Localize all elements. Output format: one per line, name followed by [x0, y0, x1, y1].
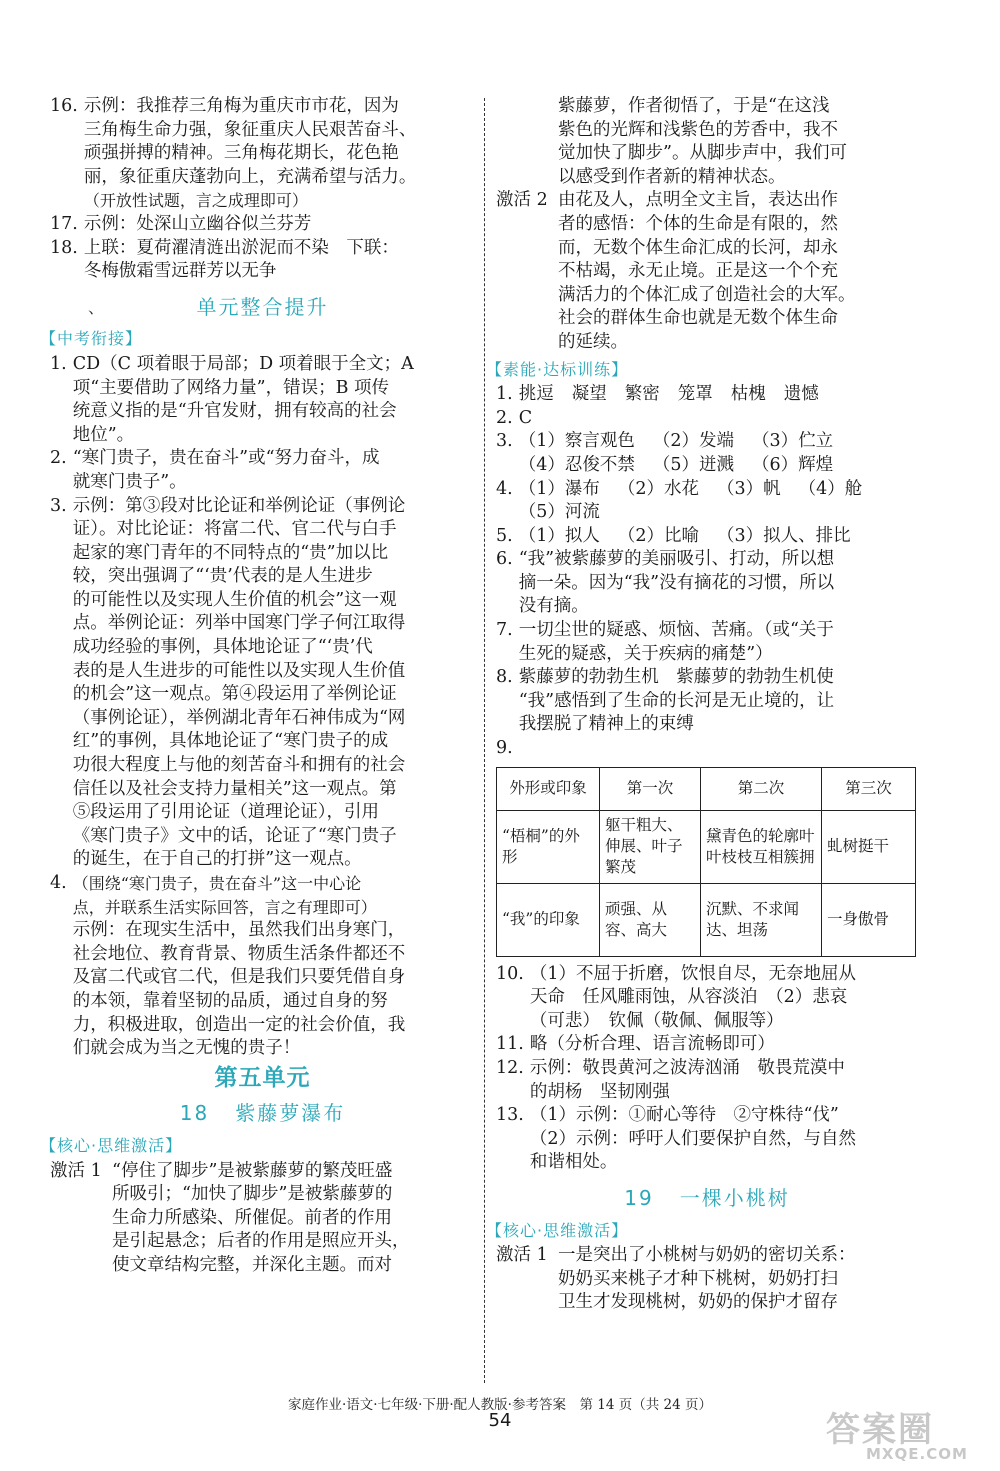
text-line: （1）不屈于折磨，饮恨自尽，无奈地屈从 [529, 963, 856, 984]
text-line: 表的是人生进步的可能性以及实现人生价值 [72, 660, 406, 681]
drill-12 [496, 1057, 918, 1104]
text-line: 们就会成为当之无愧的贵子！ [72, 1038, 301, 1059]
item-number: 10. [496, 963, 524, 984]
answer-word: （3）拟人、排比 [716, 525, 851, 546]
text-line: 顽强拼搏的精神。三角梅花期长，花色艳 [83, 143, 399, 164]
answer-word: （6）辉煌 [751, 454, 834, 475]
drill-2 [496, 407, 918, 431]
lesson18-title [50, 1102, 475, 1126]
comparison-table [496, 767, 916, 957]
answer-word: （1）察言观色 [518, 431, 635, 452]
answer-word: 枯槐 [730, 384, 766, 405]
text-line: 生命力所感染、所催促。前者的作用 [112, 1207, 392, 1228]
text-line: 没有摘。 [518, 596, 589, 617]
item-number: 7. [496, 620, 513, 641]
answer-word: 笼罩 [677, 384, 713, 405]
text-line: 示例：敬畏黄河之波涛汹涌 敬畏荒漠中 [529, 1058, 845, 1078]
section-tag-hexin: 【核心·思维激活】 [40, 1135, 183, 1155]
drill-1 [496, 383, 918, 407]
text-line: 的本领，靠着坚韧的品质，通过自身的努 [72, 990, 388, 1011]
text-line: CD（C 项着眼于局部；D 项着眼于全文；A [72, 353, 414, 374]
activation-label: 激活 2 [496, 190, 548, 211]
drill-6 [496, 548, 918, 619]
activation-2 [496, 189, 918, 354]
text-line: 满活力的个体汇成了创造社会的大军。 [558, 284, 856, 305]
table-row [497, 883, 916, 956]
answer-word: （2）比喻 [617, 525, 699, 546]
item-number: 16. [50, 96, 78, 116]
left-column [40, 95, 475, 1278]
activation-1 [50, 1160, 475, 1278]
watermark-text: 答案圈 [826, 1410, 934, 1450]
text-line: 成功经验的事例，具体地论证了“‘贵’代 [72, 637, 373, 658]
table-cell: 躯干粗大、伸展、叶子繁茂 [600, 810, 701, 883]
answer-word: （4）忍俊不禁 [518, 454, 635, 475]
watermark-logo [826, 1402, 986, 1464]
answer-16 [50, 95, 475, 213]
text-line: 一切尘世的疑惑、烦恼、苦痛。（或“关于 [518, 620, 834, 641]
text-line: 社会地位、教育背景、物质生活条件都还不 [72, 943, 406, 964]
lesson-name: 一棵小桃树 [679, 1185, 790, 1210]
text-line: 奶奶买来桃子才种下桃树，奶奶打扫 [558, 1268, 838, 1289]
item-number: 3. [496, 431, 513, 452]
text-line: 示例：第③段对比论证和举例论证（事例论 [72, 495, 406, 516]
text-line: 《寒门贵子》文中的话，论证了“寒门贵子 [72, 825, 397, 846]
text-line: 的机会”这一观点。第④段运用了举例论证 [72, 684, 397, 705]
drill-10 [496, 963, 918, 1034]
lesson-number: 19 [624, 1185, 654, 1210]
answer-word: （2）发端 [652, 431, 734, 452]
table-cell: 顽强、从容、高大 [600, 883, 701, 956]
item-number: 17. [50, 213, 78, 234]
table-cell: “我”的印象 [497, 883, 600, 956]
text-line: 及富二代或官二代，但是我们只要凭借自身 [72, 967, 406, 988]
text-line: 社会的群体生命也就是无数个体生命 [558, 308, 838, 329]
text-line: 丽，象征重庆蓬勃向上，充满希望与活力。 [83, 166, 417, 187]
text-line: 统意义指的是“升官发财，拥有较高的社会 [72, 401, 397, 422]
item-number: 4. [496, 478, 513, 499]
text-line: （开放性试题，言之成理即可） [83, 191, 308, 211]
text-line: 示例：我推荐三角梅为重庆市市花，因为 [83, 96, 399, 116]
text-line: 红”的事例，具体地论证了“寒门贵子的成 [72, 731, 389, 752]
activation-label: 激活 1 [496, 1245, 548, 1266]
text-line: （可悲） 钦佩（敬佩、佩服等） [529, 1010, 784, 1031]
item-number: 12. [496, 1058, 524, 1078]
text-line: 紫藤萝的勃勃生机 紫藤萝的勃勃生机使 [518, 667, 834, 688]
text-line: 者的感悟：个体的生命是有限的，然 [558, 213, 838, 234]
text-line: 一是突出了小桃树与奶奶的密切关系： [558, 1245, 856, 1266]
item-number: 18. [50, 237, 78, 258]
watermark-url: MXQE.COM [866, 1445, 968, 1463]
lesson-number: 18 [179, 1101, 210, 1126]
text-line: 和谐相处。 [529, 1152, 618, 1173]
text-line: 所吸引；“加快了脚步”是被紫藤萝的 [112, 1184, 393, 1205]
text-line: 的诞生，在于自己的打拼”这一观点。 [72, 849, 362, 870]
lesson19-title [496, 1187, 918, 1211]
text-line: 上联：夏荷濯清涟出淤泥而不染 下联： [83, 237, 399, 258]
drill-13 [496, 1104, 918, 1175]
drill-5 [496, 525, 918, 549]
section-tag-zhongkao: 【中考衔接】 [40, 329, 143, 349]
item-number: 13. [496, 1105, 524, 1126]
activation-label: 激活 1 [50, 1160, 102, 1181]
text-line: 紫藤萝，作者彻悟了，于是“在这浅 [558, 96, 830, 116]
table-header: 第三次 [822, 767, 916, 810]
text-line: 证）。对比论证：将富二代、官二代与白手 [72, 519, 397, 540]
section-tag-suneng: 【素能·达标训练】 [486, 359, 629, 379]
text-line: 冬梅傲霜雪远群芳以无争 [83, 261, 277, 282]
activation-1-continued [496, 95, 918, 189]
page-footer: 家庭作业·语文·七年级·下册·配人教版·参考答案 第 14 页（共 24 页） [288, 1397, 712, 1413]
item-number: 2. [496, 407, 513, 428]
right-column [486, 95, 918, 1315]
zhongkao-answer-2 [50, 447, 475, 494]
text-line: 就寒门贵子”。 [72, 471, 187, 492]
answer-word: （3）帆 [716, 478, 781, 499]
drill-8 [496, 666, 918, 737]
unit-review-title [50, 296, 475, 320]
table-cell: 一身傲骨 [822, 883, 916, 956]
answer-word: 挑逗 [518, 384, 554, 405]
activation-1-lesson19 [496, 1244, 918, 1315]
text-line: 功很大程度上与他的刻苦奋斗和拥有的社会 [72, 755, 406, 776]
text-line: “我”感悟到了生命的长河是无止境的，让 [518, 690, 835, 711]
drill-3 [496, 430, 918, 477]
answer-word: 繁密 [624, 384, 660, 405]
text-line: 点。举例论证：列举中国寒门学子何江取得 [72, 613, 406, 634]
text-line: “停住了脚步”是被紫藤萝的繁茂旺盛 [112, 1160, 393, 1181]
text-line: 以感受到作者新的精神状态。 [558, 166, 786, 187]
answer-word: 凝望 [571, 384, 607, 405]
item-number: 9. [496, 738, 513, 759]
item-number: 2. [50, 448, 67, 469]
unit5-title: 第五单元 [214, 1064, 311, 1091]
text-line: 的可能性以及实现人生价值的机会”这一观 [72, 589, 397, 610]
text-line: 三角梅生命力强，象征重庆人民艰苦奋斗、 [83, 119, 417, 140]
table-cell: 虬树挺干 [822, 810, 916, 883]
table-row [497, 810, 916, 883]
text-line: 地位”。 [72, 424, 135, 445]
page-number: 54 [488, 1410, 512, 1431]
text-line: 略（分析合理、语言流畅即可） [529, 1034, 775, 1055]
answer-18 [50, 237, 475, 284]
text-line: 天命 任风雕雨蚀，从容淡泊 （2）悲哀 [529, 987, 848, 1008]
zhongkao-answer-4 [50, 872, 475, 1061]
text-line: 我摆脱了精神上的束缚 [518, 714, 694, 735]
table-header-row [497, 767, 916, 810]
table-header: 第二次 [701, 767, 822, 810]
answer-word: 遗憾 [783, 384, 819, 405]
drill-4 [496, 478, 918, 525]
answer-word: （3）伫立 [751, 431, 834, 452]
item-number: 3. [50, 495, 67, 516]
item-number: 4. [50, 873, 67, 893]
text-line: “寒门贵子，贵在奋斗”或“努力奋斗，成 [72, 448, 380, 469]
text-line: 的延续。 [558, 331, 628, 352]
zhongkao-answer-1 [50, 353, 475, 447]
text-line: 较，突出强调了“‘贵’代表的是人生进步 [72, 566, 373, 587]
text-line: 示例：在现实生活中，虽然我们出身寒门， [72, 920, 406, 941]
text-line: 信任以及社会支持力量相关”这一观点。第 [72, 778, 397, 799]
answer-word: （1）拟人 [518, 525, 600, 546]
answer-word: （5）河流 [518, 502, 600, 523]
text-line: 而，无数个体生命汇成的长河，却永 [558, 237, 838, 258]
table-cell: 沉默、不求闻达、坦荡 [701, 883, 822, 956]
text-line: “我”被紫藤萝的美丽吸引、打动，所以想 [518, 549, 835, 570]
text-line: 项“主要借助了网络力量”，错误；B 项传 [72, 377, 390, 398]
text-line: 的胡杨 坚韧刚强 [529, 1081, 670, 1102]
table-header: 第一次 [600, 767, 701, 810]
text-line: 生死的疑惑，关于疾病的痛楚”） [518, 643, 773, 664]
drill-9 [496, 737, 918, 761]
text-line: 起家的寒门青年的不同特点的“贵”加以比 [72, 542, 389, 563]
table-cell: 黛青色的轮廓叶叶枝枝互相簇拥 [701, 810, 822, 883]
table-cell: “梧桐”的外形 [497, 810, 600, 883]
text-line: 力，积极进取，创造出一定的社会价值，我 [72, 1014, 406, 1035]
text-line: 觉加快了脚步”。从脚步声中，我们可 [558, 143, 847, 164]
item-number: 1. [50, 353, 67, 374]
text-line: 是引起悬念；后者的作用是照应开头， [112, 1231, 410, 1252]
lesson-name: 紫藤萝瀑布 [235, 1101, 346, 1126]
drill-7 [496, 619, 918, 666]
tick-mark: 、 [88, 297, 107, 317]
text-line: ⑤段运用了引用论证（道理论证），引用 [72, 802, 379, 823]
text-line: 不枯竭，永无止境。正是这一个个充 [558, 261, 838, 282]
answer-word: （5）迸溅 [652, 454, 734, 475]
answer-17 [50, 213, 475, 237]
text-line: 摘一朵。因为“我”没有摘花的习惯，所以 [518, 572, 835, 593]
section-tag-hexin: 【核心·思维激活】 [486, 1220, 629, 1240]
drill-11 [496, 1033, 918, 1057]
answer-word: （1）瀑布 [518, 478, 600, 499]
text-line: （2）示例：呼吁人们要保护自然，与自然 [529, 1128, 856, 1149]
text-line: （1）示例：①耐心等待 ②守株待“伐” [529, 1105, 839, 1126]
text-line: 卫生才发现桃树，奶奶的保护才留存 [558, 1292, 838, 1313]
text-line: 由花及人，点明全文主旨，表达出作 [558, 190, 838, 211]
answer-word: （4）舱 [798, 478, 863, 499]
item-number: 5. [496, 525, 513, 546]
item-number: 8. [496, 667, 513, 688]
text-line: （围绕“寒门贵子，贵在奋斗”这一中心论 [72, 874, 362, 893]
answer-word: （2）水花 [617, 478, 699, 499]
column-divider [484, 98, 485, 1383]
text-line: 示例：处深山立幽谷似兰芬芳 [83, 213, 312, 234]
text-line: 紫色的光辉和浅紫色的芳香中，我不 [558, 119, 838, 140]
text-line: 使文章结构完整，并深化主题。而对 [112, 1254, 392, 1275]
item-number: 11. [496, 1034, 524, 1055]
table-header: 外形或印象 [497, 767, 600, 810]
item-number: 6. [496, 549, 513, 570]
text-line: 点，并联系生活实际回答，言之有理即可） [72, 897, 377, 917]
section-title-text: 单元整合提升 [196, 294, 329, 319]
zhongkao-answer-3 [50, 495, 475, 873]
text-line: C [518, 407, 533, 428]
item-number: 1. [496, 384, 513, 405]
text-line: （事例论证），举例湖北青年石神伟成为“网 [72, 707, 406, 728]
